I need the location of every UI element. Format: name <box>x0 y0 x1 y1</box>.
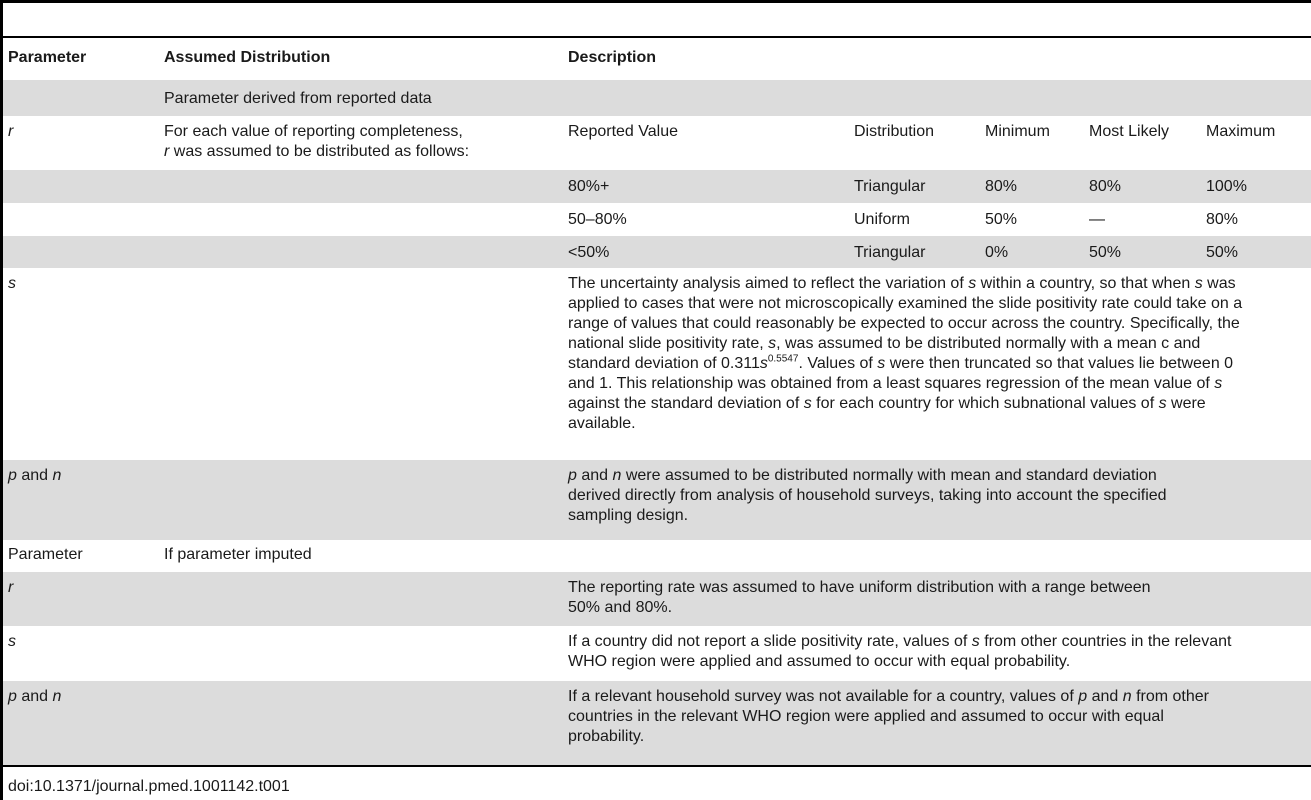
table-row <box>3 236 1311 268</box>
table-row <box>3 170 1311 203</box>
subheader-distribution: Distribution <box>854 123 935 140</box>
bottom-rule <box>0 765 1311 767</box>
section-label-imputed: If parameter imputed <box>164 546 312 563</box>
subheader-minimum: Minimum <box>985 123 1050 140</box>
column-header-description: Description <box>568 49 657 66</box>
subheader-reported-value: Reported Value <box>568 123 678 140</box>
table-row-s <box>3 268 1311 460</box>
description-line: The uncertainty analysis aimed to reflect the variation of s within a country, so that when s was <box>568 275 1236 292</box>
description-line: If a relevant household survey was not available for a country, values of p and n from other <box>568 688 1209 705</box>
table-row <box>3 203 1311 236</box>
description-line: applied to cases that were not microscopically examined the slide positivity rate could take on a <box>568 295 1243 312</box>
table-row-imputed-p-and-n <box>3 681 1311 765</box>
table-row-p-and-n <box>3 460 1311 540</box>
minimum-value: 0% <box>985 244 1009 261</box>
r-distribution-line2: r was assumed to be distributed as follows: <box>164 143 470 160</box>
description-line: probability. <box>568 728 645 745</box>
imputed-parameter-label: Parameter <box>8 546 83 563</box>
description-line: p and n were assumed to be distributed normally with mean and standard deviation <box>568 467 1157 484</box>
description-line: and 1. This relationship was obtained from a least squares regression of the mean value of s <box>568 375 1223 392</box>
r-distribution-line1: For each value of reporting completeness, <box>164 123 463 140</box>
param-symbol: r <box>8 123 14 140</box>
section-label-reported: Parameter derived from reported data <box>164 90 432 107</box>
maximum-value: 50% <box>1206 244 1239 261</box>
imputed-r-description <box>568 578 1308 618</box>
table-row-imputed-s <box>3 626 1311 681</box>
param-symbol: p and n <box>8 688 62 705</box>
reported-value: 80%+ <box>568 178 610 195</box>
distribution-value: Triangular <box>854 244 926 261</box>
param-symbol: s <box>8 633 16 650</box>
table-header-row <box>3 38 1311 78</box>
most-likely-value: 50% <box>1089 244 1122 261</box>
doi-footer: doi:10.1371/journal.pmed.1001142.t001 <box>8 778 290 795</box>
maximum-value: 100% <box>1206 178 1247 195</box>
section-row-imputed <box>3 540 1311 572</box>
description-line: WHO region were applied and assumed to occur with equal probability. <box>568 653 1071 670</box>
minimum-value: 80% <box>985 178 1018 195</box>
param-symbol: p and n <box>8 467 62 484</box>
distribution-value: Triangular <box>854 178 926 195</box>
description-line: The reporting rate was assumed to have uniform distribution with a range between <box>568 579 1151 596</box>
minimum-value: 50% <box>985 211 1018 228</box>
description-line: derived directly from analysis of household surveys, taking into account the specified <box>568 487 1167 504</box>
imputed-s-description <box>568 632 1308 672</box>
table-row-imputed-r <box>3 572 1311 626</box>
column-header-distribution: Assumed Distribution <box>164 49 331 66</box>
s-description <box>568 274 1308 434</box>
subheader-most-likely: Most Likely <box>1089 123 1170 140</box>
description-line: available. <box>568 415 636 432</box>
param-symbol: s <box>8 275 16 292</box>
description-line: national slide positivity rate, s, was assumed to be distributed normally with a mean c and <box>568 335 1201 352</box>
description-line: countries in the relevant WHO region were applied and assumed to occur with equal <box>568 708 1164 725</box>
reported-value: 50–80% <box>568 211 627 228</box>
reported-value: <50% <box>568 244 610 261</box>
top-rule <box>0 0 1311 3</box>
column-header-parameter: Parameter <box>8 49 87 66</box>
description-line: standard deviation of $0.311s^{0.5547}$. Values of s were then truncated so that values lie between 0 <box>568 353 1234 372</box>
description-line: range of values that could reasonably be expected to occur across the country. Specifically, the <box>568 315 1240 332</box>
most-likely-value: — <box>1089 211 1105 228</box>
p-n-description <box>568 466 1308 526</box>
description-line: 50% and 80%. <box>568 599 673 616</box>
imputed-p-n-description <box>568 687 1308 747</box>
subheader-maximum: Maximum <box>1206 123 1276 140</box>
description-line: against the standard deviation of s for each country for which subnational values of s were <box>568 395 1206 412</box>
distribution-value: Uniform <box>854 211 911 228</box>
maximum-value: 80% <box>1206 211 1239 228</box>
param-symbol: r <box>8 579 14 596</box>
description-line: sampling design. <box>568 507 689 524</box>
description-line: If a country did not report a slide positivity rate, values of s from other countries in the relevant <box>568 633 1232 650</box>
table-row-r <box>3 116 1311 170</box>
most-likely-value: 80% <box>1089 178 1122 195</box>
section-row-reported <box>3 80 1311 116</box>
